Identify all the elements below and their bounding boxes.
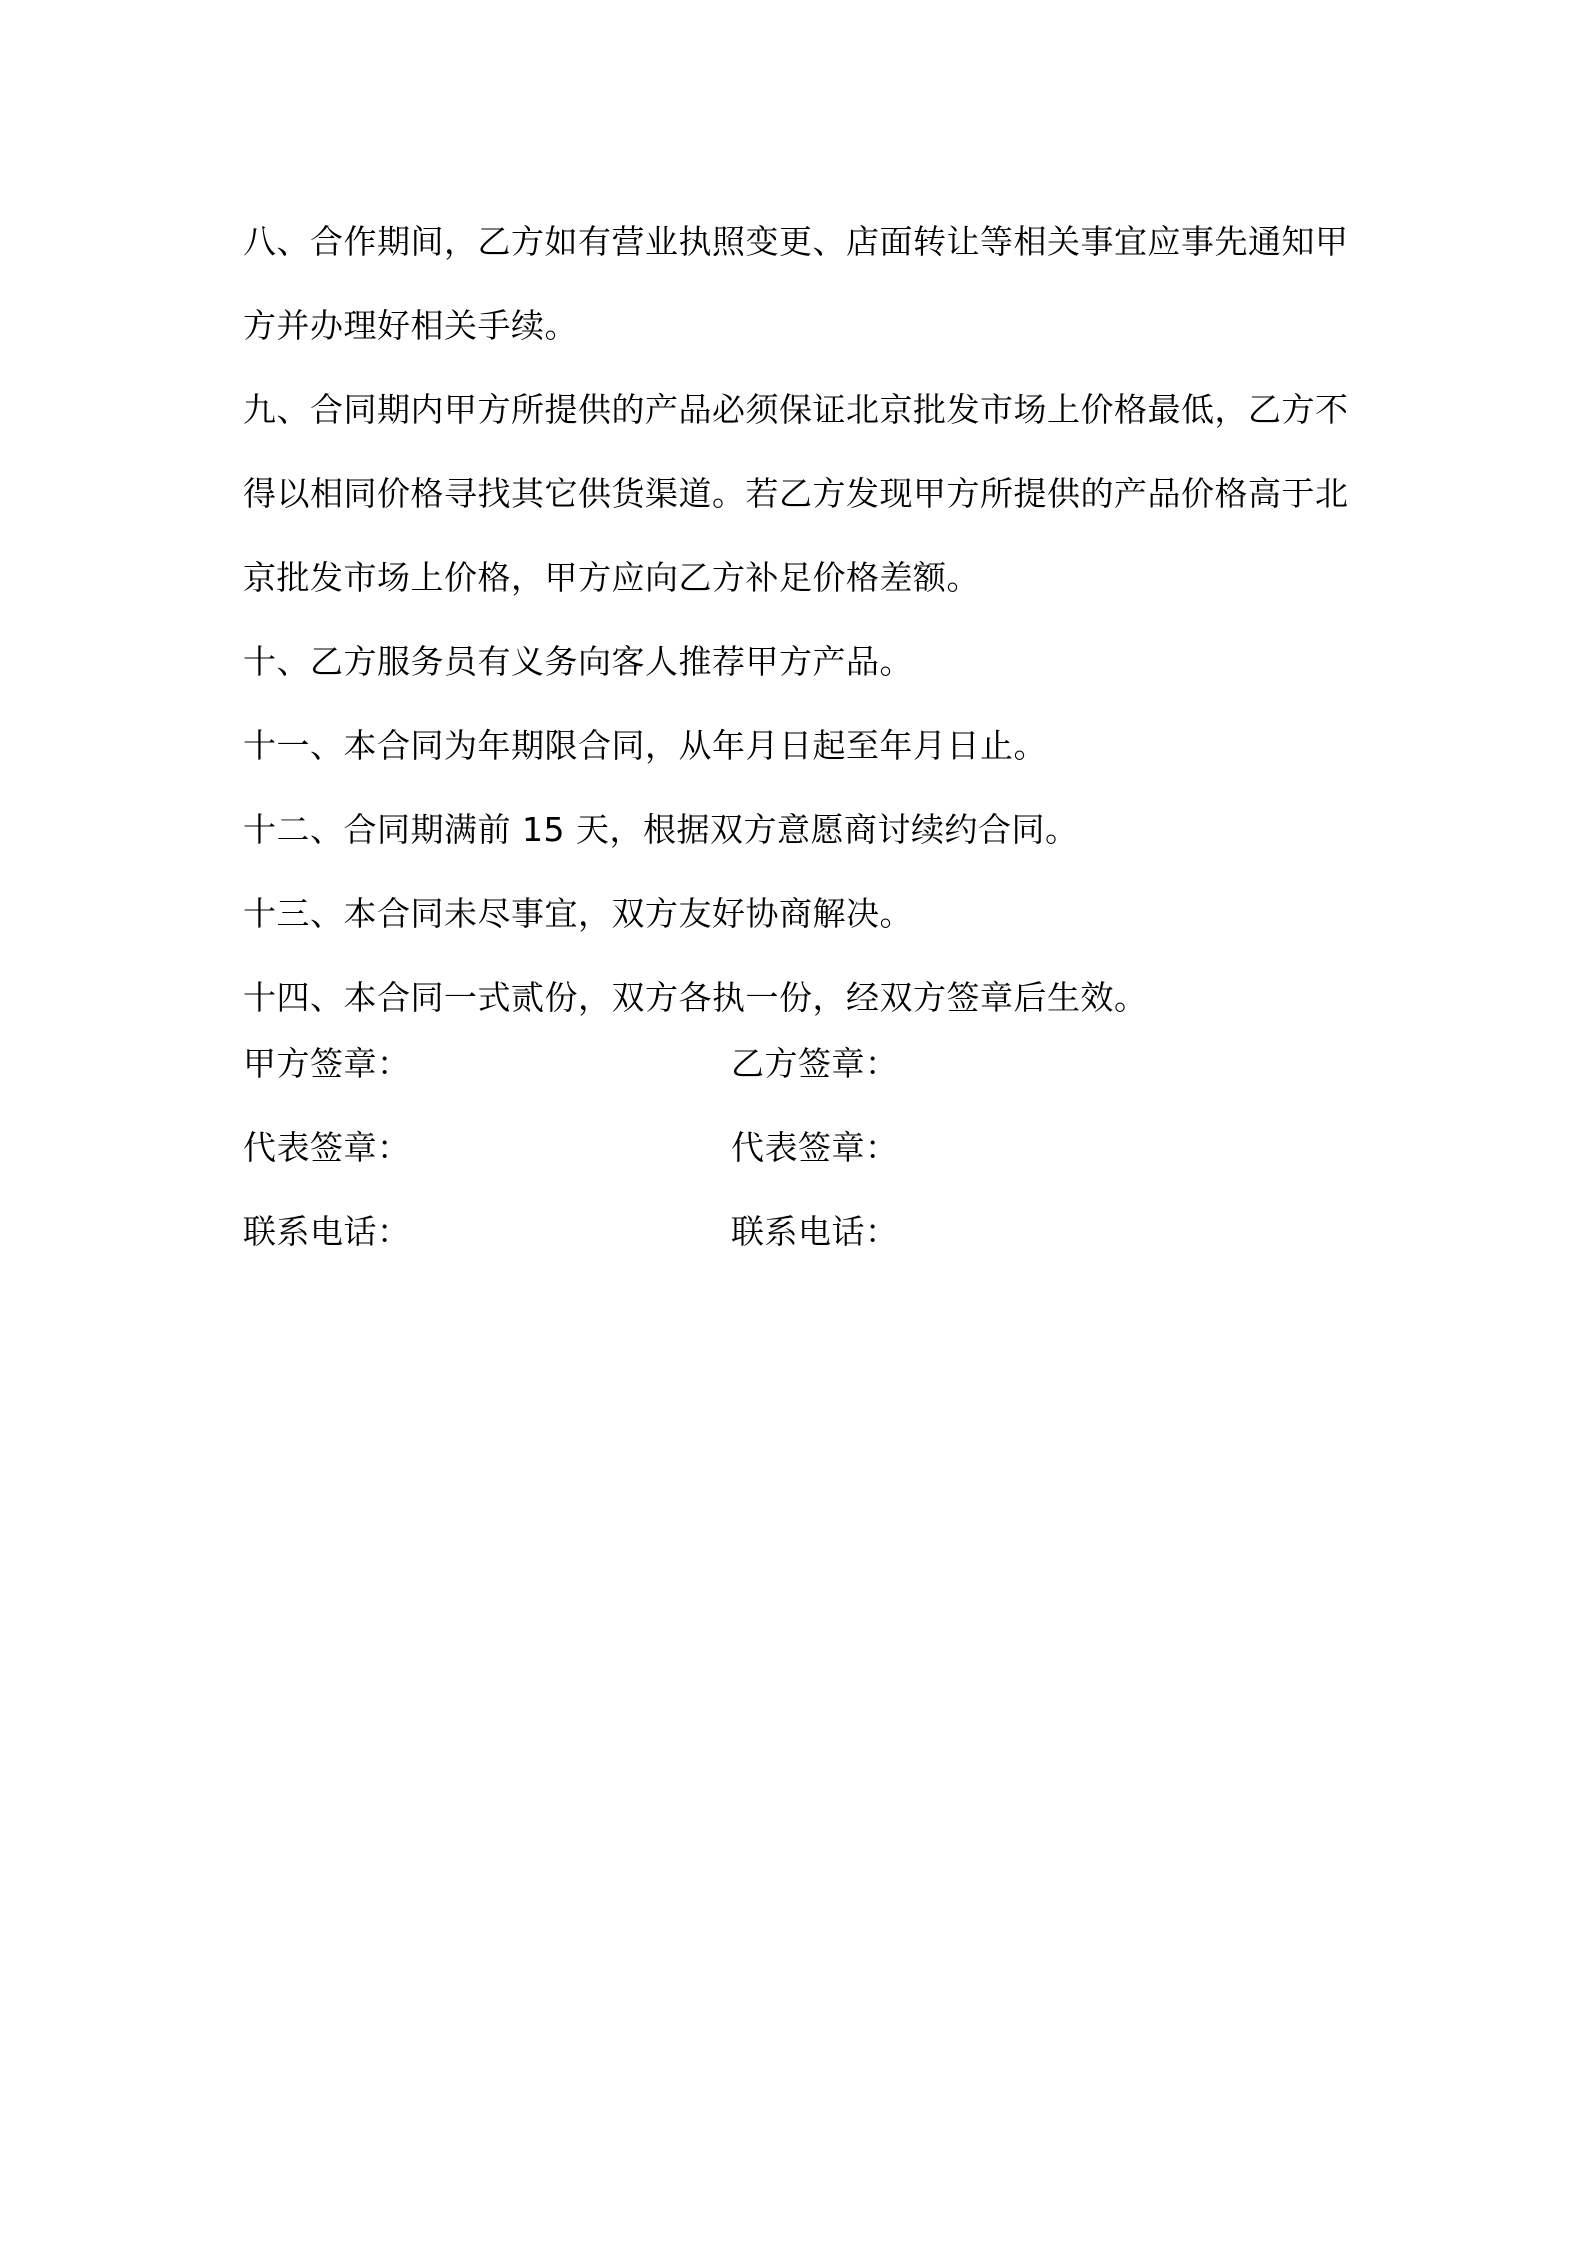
signature-row-seal bbox=[243, 1022, 1363, 1106]
party-a-seal-label: 甲方签章： bbox=[243, 1044, 411, 1083]
contract-clauses bbox=[243, 200, 1363, 1040]
clause-12: 十二、合同期满前 15 天，根据双方意愿商讨续约合同。 bbox=[243, 810, 1079, 849]
party-b-seal-label: 乙方签章： bbox=[731, 1044, 899, 1083]
clause-9: 九、合同期内甲方所提供的产品必须保证北京批发市场上价格最低，乙方不得以相同价格寻找其它供货渠道。若乙方发现甲方所提供的产品价格高于北京批发市场上价格，甲方应向乙方补足价格差额。 bbox=[243, 390, 1349, 597]
clause-8: 八、合作期间，乙方如有营业执照变更、店面转让等相关事宜应事先通知甲方并办理好相关手续。 bbox=[243, 222, 1349, 345]
party-b-phone-label: 联系电话： bbox=[731, 1212, 899, 1251]
clause-10: 十、乙方服务员有义务向客人推荐甲方产品。 bbox=[243, 642, 913, 681]
party-b-representative-label: 代表签章： bbox=[731, 1128, 899, 1167]
signature-row-representative bbox=[243, 1106, 1363, 1190]
signature-block bbox=[243, 1022, 1363, 1274]
party-a-representative-label: 代表签章： bbox=[243, 1128, 411, 1167]
signature-row-phone bbox=[243, 1190, 1363, 1274]
clause-14: 十四、本合同一式贰份，双方各执一份，经双方签章后生效。 bbox=[243, 978, 1148, 1017]
clause-11: 十一、本合同为年期限合同，从年月日起至年月日止。 bbox=[243, 726, 1047, 765]
clause-13: 十三、本合同未尽事宜，双方友好协商解决。 bbox=[243, 894, 913, 933]
party-a-phone-label: 联系电话： bbox=[243, 1212, 411, 1251]
